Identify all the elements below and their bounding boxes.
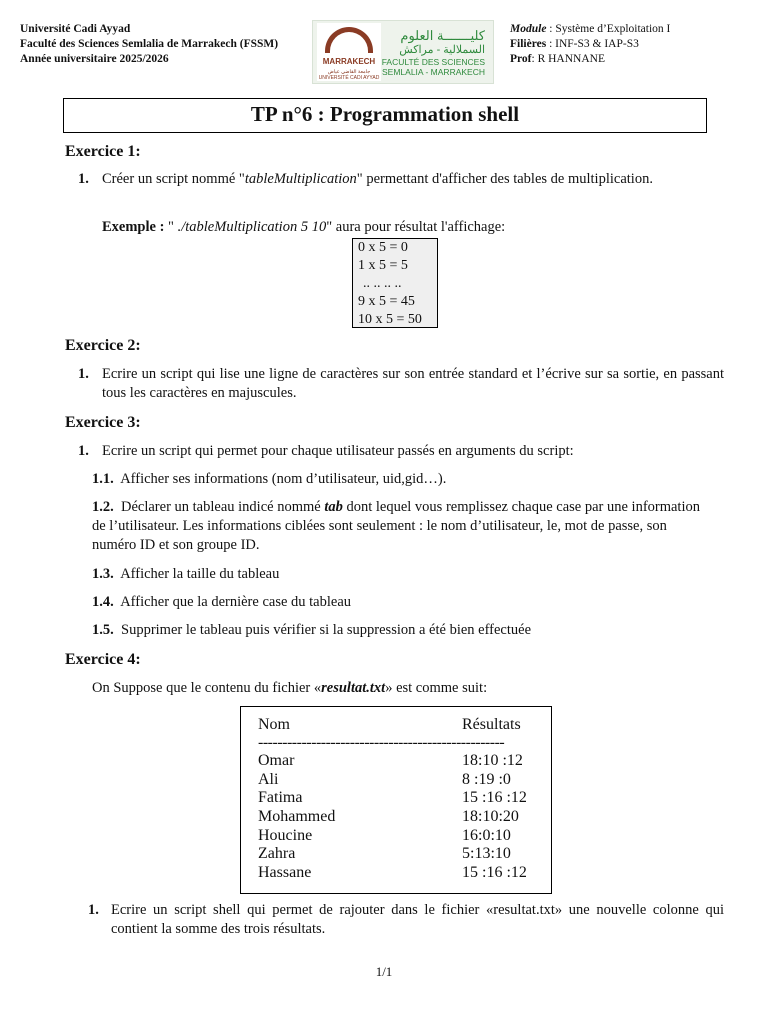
table-row-name: Houcine bbox=[258, 827, 313, 844]
multiplication-output-box bbox=[352, 238, 438, 328]
table-row-value: 18:10:20 bbox=[462, 808, 519, 825]
exercise-1-item-number: 1. bbox=[78, 171, 89, 187]
exercise-3-sub-1: 1.1. Afficher ses informations (nom d’utilisateur, uid,gid…). bbox=[92, 471, 447, 487]
table-header-name: Nom bbox=[258, 716, 290, 733]
logo-french-2: SEMLALIA - MARRAKECH bbox=[382, 66, 485, 77]
exercise-4-heading: Exercice 4: bbox=[65, 651, 141, 668]
exercise-3-sub-4: 1.4. Afficher que la dernière case du tableau bbox=[92, 594, 352, 610]
table-separator: --------------------------------------------------- bbox=[258, 734, 505, 751]
university-emblem-icon bbox=[317, 23, 381, 81]
exercise-3-heading: Exercice 3: bbox=[65, 414, 141, 431]
page-number: 1/1 bbox=[375, 964, 393, 979]
prof-label: Prof bbox=[510, 53, 532, 65]
filieres-label: Filières bbox=[510, 38, 547, 50]
filieres-line bbox=[510, 37, 670, 52]
table-row-name: Mohammed bbox=[258, 808, 336, 825]
logo-arabic-1: كليـــــــة العلوم bbox=[400, 27, 485, 43]
exercise-4-item-text: Ecrire un script shell qui permet de rajouter dans le fichier «resultat.txt» une nouvelle colonne qui contient la somme des trois résultats. bbox=[111, 902, 724, 937]
output-line: 1 x 5 = 5 bbox=[358, 258, 408, 273]
table-row-value: 8 :19 :0 bbox=[462, 771, 511, 788]
page-title: TP n°6 : Programmation shell bbox=[63, 98, 707, 133]
output-line: 10 x 5 = 50 bbox=[358, 312, 422, 327]
exercise-1-item-text: Créer un script nommé "tableMultiplication" permettant d'afficher des tables de multiplication. bbox=[102, 171, 653, 187]
faculty-logo bbox=[312, 20, 494, 84]
exercise-3-sub-5: 1.5. Supprimer le tableau puis vérifier si la suppression a été bien effectuée bbox=[92, 622, 532, 638]
academic-year: Année universitaire 2025/2026 bbox=[20, 53, 169, 65]
course-info bbox=[510, 22, 670, 67]
prof-value: : R HANNANE bbox=[531, 53, 605, 65]
table-row-value: 18:10 :12 bbox=[462, 752, 523, 769]
logo-text bbox=[381, 28, 493, 77]
module-value: : Système d’Exploitation I bbox=[546, 23, 671, 35]
institution-info bbox=[20, 22, 278, 67]
emblem-subtitle: جامعة القاضي عياض UNIVERSITÉ CADI AYYAD bbox=[318, 69, 380, 81]
module-label: Module bbox=[510, 23, 547, 35]
table-row-value: 15 :16 :12 bbox=[462, 864, 527, 881]
exercise-3-sub-2: 1.2. Déclarer un tableau indicé nommé tab dont lequel vous remplissez chaque case par une information de l’utilisateur. Les informations ciblées sont seulement : le nom d’utilisateur, le, mot de passe, son numéro ID et son groupe ID. bbox=[92, 499, 700, 553]
exercise-2-item-text: Ecrire un script qui lise une ligne de caractères sur son entrée standard et l’écrive sur sa sortie, en passant tous les caractères en majuscules. bbox=[102, 366, 724, 401]
exercise-3-sub-3: 1.3. Afficher la taille du tableau bbox=[92, 566, 280, 582]
table-row-name: Hassane bbox=[258, 864, 312, 881]
logo-arabic-2: السملالية - مراكش bbox=[399, 43, 485, 56]
exercise-1-heading: Exercice 1: bbox=[65, 143, 141, 160]
exercise-2-heading: Exercice 2: bbox=[65, 337, 141, 354]
logo-french-1: FACULTÉ DES SCIENCES bbox=[381, 56, 485, 67]
results-file-table bbox=[240, 706, 552, 894]
faculty-name: Faculté des Sciences Semlalia de Marrakech (FSSM) bbox=[20, 38, 279, 50]
exercise-1-example: Exemple : " ./tableMultiplication 5 10" aura pour résultat l'affichage: bbox=[102, 219, 506, 235]
table-row-name: Fatima bbox=[258, 789, 303, 806]
exercise-4-intro: On Suppose que le contenu du fichier «resultat.txt» est comme suit: bbox=[92, 680, 488, 696]
exercise-3-item-number: 1. bbox=[78, 443, 89, 459]
table-row-value: 16:0:10 bbox=[462, 827, 511, 844]
table-row-name: Zahra bbox=[258, 845, 296, 862]
table-row-value: 5:13:10 bbox=[462, 845, 511, 862]
output-line: 0 x 5 = 0 bbox=[358, 240, 408, 255]
table-row-value: 15 :16 :12 bbox=[462, 789, 527, 806]
module-line bbox=[510, 22, 670, 37]
university-name: Université Cadi Ayyad bbox=[20, 23, 131, 35]
exercise-2-item-number: 1. bbox=[78, 366, 89, 382]
prof-line bbox=[510, 52, 670, 67]
exercise-4-item-number: 1. bbox=[88, 902, 99, 918]
output-line: .. .. .. .. bbox=[363, 276, 402, 291]
exercise-3-item-text: Ecrire un script qui permet pour chaque utilisateur passés en arguments du script: bbox=[102, 443, 574, 459]
filieres-value: : INF-S3 & IAP-S3 bbox=[546, 38, 639, 50]
table-row-name: Ali bbox=[258, 771, 279, 788]
table-row-name: Omar bbox=[258, 752, 295, 769]
output-line: 9 x 5 = 45 bbox=[358, 294, 415, 309]
emblem-word: MARRAKECH bbox=[322, 57, 376, 66]
table-header-results: Résultats bbox=[462, 716, 521, 733]
